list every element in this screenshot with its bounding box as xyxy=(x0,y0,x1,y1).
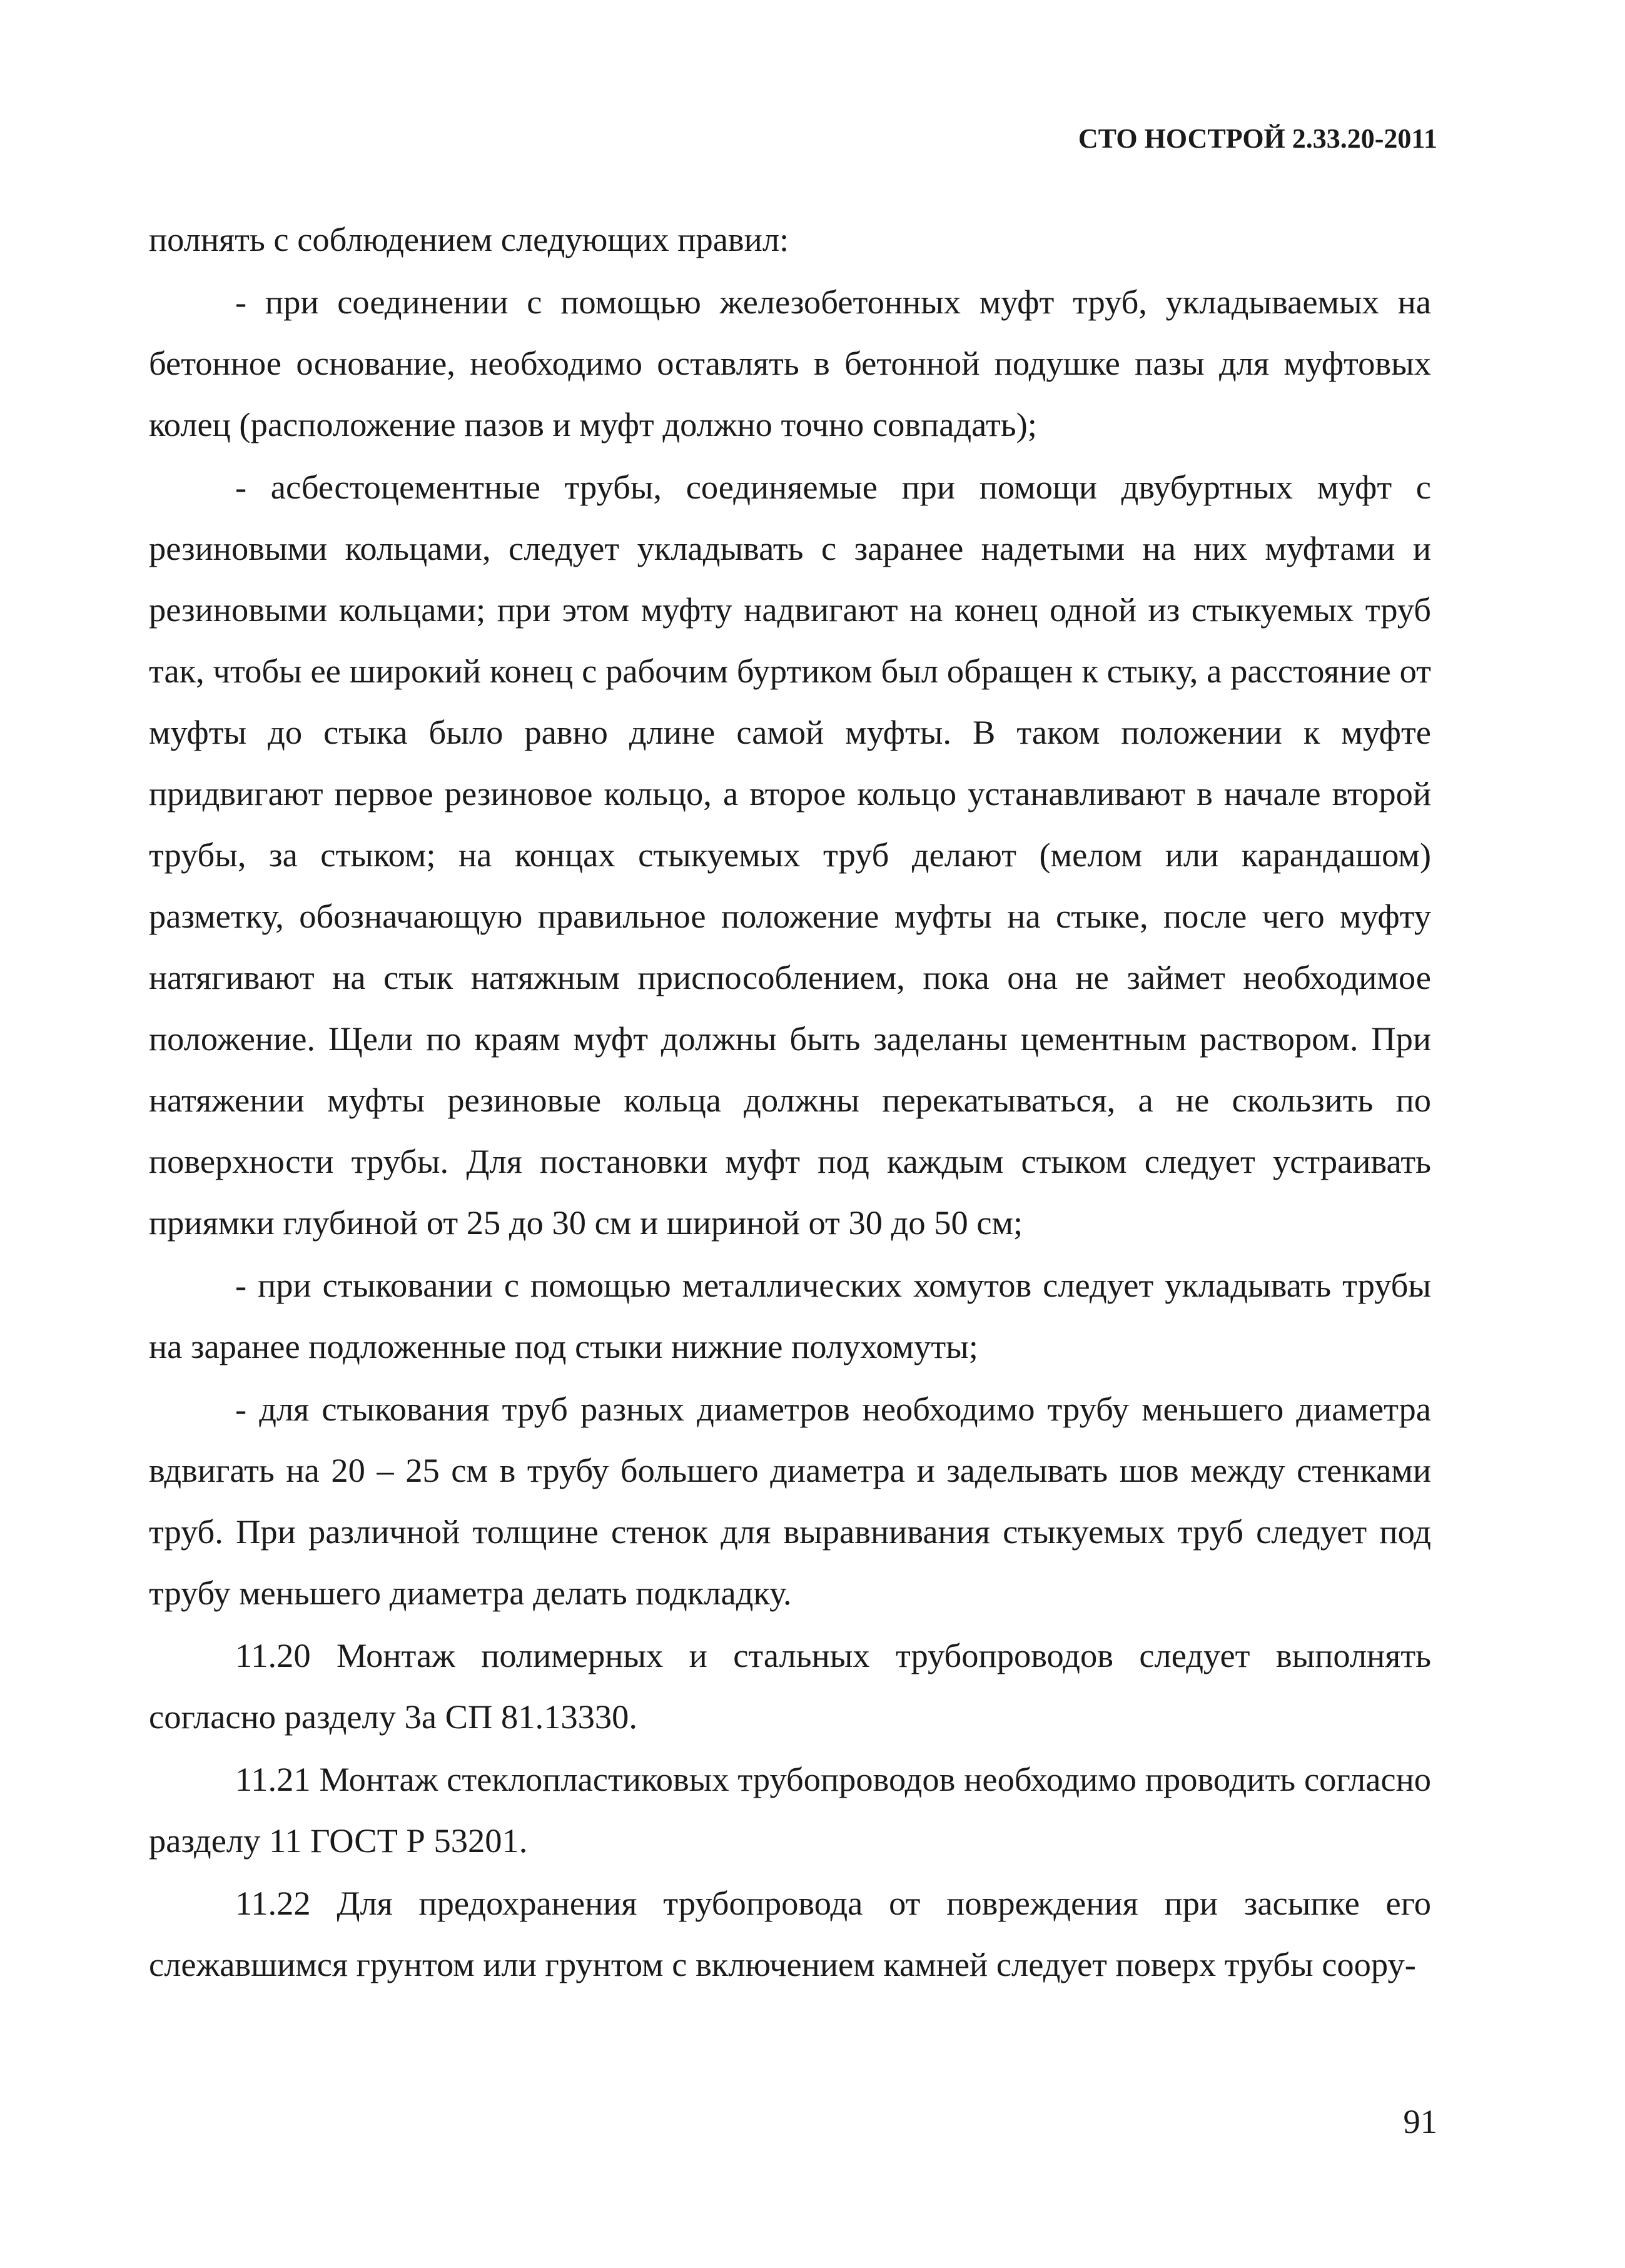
paragraph-rule-different-diameters: - для стыкования труб разных диаметров необходимо трубу меньшего диаметра вдвигать на 20 – 25 см в трубу большего диаметра и заделывать шов между стенками труб. При различной толщине стенок для выравнивания стыкуемых труб следует под трубу меньшего диаметра делать подкладку. xyxy=(149,1390,1431,1612)
paragraph-rule-metal-clamps: - при стыковании с помощью металлических хомутов следует укладывать трубы на заранее подложенные под стыки нижние полухомуты; xyxy=(149,1266,1431,1365)
paragraph-continuation: полнять с соблюдением следующих правил: xyxy=(149,220,789,258)
body-text xyxy=(149,209,1431,1997)
paragraph-section-11-20: 11.20 Монтаж полимерных и стальных трубопроводов следует выполнять согласно разделу 3а СП 81.13330. xyxy=(149,1636,1431,1736)
paragraph-section-11-22: 11.22 Для предохранения трубопровода от повреждения при засыпке его слежавшимся грунтом или грунтом с включением камней следует поверх трубы соору- xyxy=(149,1884,1431,1983)
paragraph-section-11-21: 11.21 Монтаж стеклопластиковых трубопроводов необходимо проводить согласно разделу 11 ГОСТ Р 53201. xyxy=(149,1760,1431,1860)
page-number: 91 xyxy=(1403,2102,1437,2140)
paragraph-rule-concrete-couplings: - при соединении с помощью железобетонных муфт труб, укладываемых на бетонное основание, необходимо оставлять в бетонной подушке пазы для муфтовых колец (расположение пазов и муфт должно точно совпадать); xyxy=(149,283,1431,443)
document-code-header: СТО НОСТРОЙ 2.33.20-2011 xyxy=(1078,123,1437,154)
paragraph-rule-asbestos-pipes: - асбестоцементные трубы, соединяемые при помощи двубуртных муфт с резиновыми кольцами, следует укладывать с заранее надетыми на них муфтами и резиновыми кольцами; при этом муфту надвигают на конец одной из стыкуемых труб так, чтобы ее широкий конец с рабочим буртиком был обращен к стыку, а расстояние от муфты до стыка было равно длине самой муфты. В таком положении к муфте придвигают первое резиновое кольцо, а второе кольцо устанавливают в начале второй трубы, за стыком; на концах стыкуемых труб делают (мелом или карандашом) разметку, обозначающую правильное положение муфты на стыке, после чего муфту натягивают на стык натяжным приспособлением, пока она не займет необходимое положение. Щели по краям муфт должны быть заделаны цементным раствором. При натяжении муфты резиновые кольца должны перекатываться, а не скользить по поверхности трубы. Для постановки муфт под каждым стыком следует устраивать приямки глубиной от 25 до 30 см и шириной от 30 до 50 см; xyxy=(149,468,1431,1242)
